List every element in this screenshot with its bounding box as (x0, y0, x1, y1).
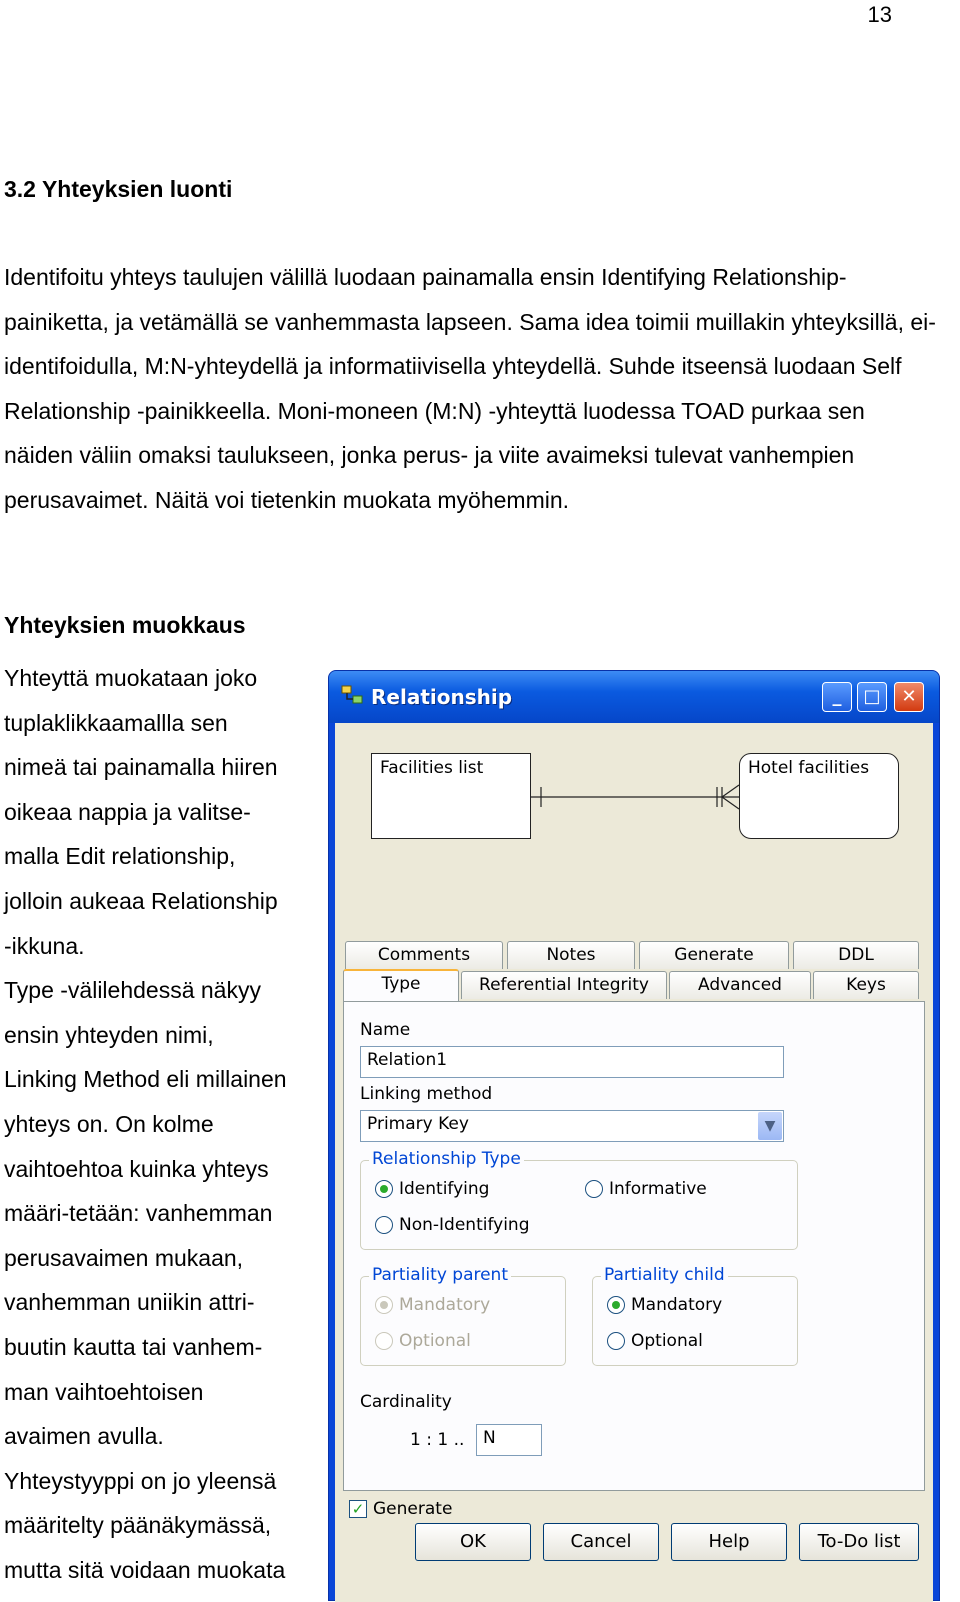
type-tab-panel (343, 1001, 925, 1491)
radio-identifying[interactable] (375, 1179, 489, 1199)
help-button[interactable]: Help (671, 1523, 787, 1561)
cardinality-prefix: 1 : 1 .. (410, 1430, 465, 1450)
partiality-child-title: Partiality child (601, 1265, 728, 1285)
tab-notes[interactable]: Notes (507, 941, 635, 969)
generate-checkbox[interactable] (349, 1499, 452, 1519)
radio-selected-icon (375, 1180, 393, 1198)
identifying-label: Identifying (399, 1179, 490, 1199)
radio-selected-icon (375, 1296, 393, 1314)
linking-method-value: Primary Key (367, 1114, 469, 1134)
close-button[interactable]: ✕ (894, 682, 924, 712)
relationship-dialog (328, 670, 940, 1601)
page-number: 13 (867, 2, 892, 27)
radio-icon (585, 1180, 603, 1198)
partiality-child-group (592, 1265, 798, 1366)
child-optional-label: Optional (631, 1331, 703, 1351)
dialog-client-area (335, 723, 933, 1602)
radio-icon (607, 1332, 625, 1350)
tab-keys[interactable]: Keys (813, 971, 919, 999)
radio-informative[interactable] (585, 1179, 707, 1199)
cancel-button[interactable]: Cancel (543, 1523, 659, 1561)
linking-method-select[interactable] (360, 1110, 784, 1142)
tab-generate[interactable]: Generate (639, 941, 789, 969)
cardinality-input[interactable]: N (476, 1424, 542, 1456)
radio-non-identifying[interactable] (375, 1215, 530, 1235)
radio-parent-mandatory (375, 1295, 490, 1315)
radio-child-optional[interactable] (607, 1331, 703, 1351)
tab-comments[interactable]: Comments (345, 941, 503, 969)
maximize-button[interactable]: □ (857, 682, 887, 712)
minimize-button[interactable]: _ (822, 682, 852, 712)
parent-optional-label: Optional (399, 1331, 471, 1351)
name-label: Name (360, 1020, 411, 1040)
relationship-icon (341, 684, 363, 706)
section-title: 3.2 Yhteyksien luonti (4, 176, 233, 202)
radio-parent-optional (375, 1331, 471, 1351)
generate-label: Generate (373, 1499, 453, 1519)
radio-child-mandatory[interactable] (607, 1295, 722, 1315)
chevron-down-icon[interactable]: ▼ (758, 1112, 782, 1140)
side-text: Yhteyttä muokataan joko tuplaklikkaamallla sen nimeä tai painamalla hiiren oikeaa nappia ja valitse- malla Edit relationship, jolloin aukeaa Relationship -ikkuna. Type -välilehdessä näkyy ensin yhteyden nimi, Linking Method eli millainen yhteys on. On kolme vaihtoehtoa kuinka yhteys määri-tetään: vanhemman perusavaimen mukaan, vanhemman uniikin attri- buutin kautta tai vanhem- man vaihtoehtoisen avaimen avulla. Yhteystyyppi on jo yleensä määritelty päänäkymässä, mutta sitä voidaan muokata (4, 665, 287, 1583)
non-identifying-label: Non-Identifying (399, 1215, 530, 1235)
parent-mandatory-label: Mandatory (399, 1295, 491, 1315)
body-paragraph: Identifoitu yhteys taulujen välillä luodaan painamalla ensin Identifying Relationship-painiketta, ja vetämällä se vanhemmasta lapseen. Sama idea toimii muillakin yhteyksillä, ei-identifoidulla, M:N-yhteydellä ja informatiivisella yhteydellä. Suhde itseensä luodaan Self Relationship -painikkeella. Moni-moneen (M:N) -yhteyttä luodessa TOAD purkaa sen näiden väliin omaksi taulukseen, jonka perus- ja viite avaimeksi tulevat vanhempien perusavaimet. Näitä voi tietenkin muokata myöhemmin. (4, 264, 936, 513)
child-mandatory-label: Mandatory (631, 1295, 723, 1315)
partiality-parent-group (360, 1265, 566, 1366)
relationship-type-group (360, 1149, 798, 1250)
radio-selected-icon (607, 1296, 625, 1314)
tab-referential-integrity[interactable]: Referential Integrity (461, 971, 667, 999)
subheading: Yhteyksien muokkaus (4, 612, 246, 638)
child-entity[interactable]: Hotel facilities (739, 753, 899, 839)
tab-type[interactable]: Type (343, 969, 459, 1001)
dialog-titlebar[interactable] (329, 671, 939, 723)
checkmark-icon: ✓ (349, 1500, 367, 1518)
tab-advanced[interactable]: Advanced (669, 971, 811, 999)
relationship-type-title: Relationship Type (369, 1149, 524, 1169)
parent-entity[interactable]: Facilities list (371, 753, 531, 839)
todo-list-button[interactable]: To-Do list (799, 1523, 919, 1561)
relationship-diagram (335, 723, 933, 883)
linking-method-label: Linking method (360, 1084, 493, 1104)
dialog-title: Relationship (371, 685, 513, 709)
radio-icon (375, 1216, 393, 1234)
informative-label: Informative (609, 1179, 707, 1199)
name-input[interactable]: Relation1 (360, 1046, 784, 1078)
tab-ddl[interactable]: DDL (793, 941, 919, 969)
cardinality-label: Cardinality (360, 1392, 452, 1412)
radio-icon (375, 1332, 393, 1350)
partiality-parent-title: Partiality parent (369, 1265, 511, 1285)
ok-button[interactable]: OK (415, 1523, 531, 1561)
